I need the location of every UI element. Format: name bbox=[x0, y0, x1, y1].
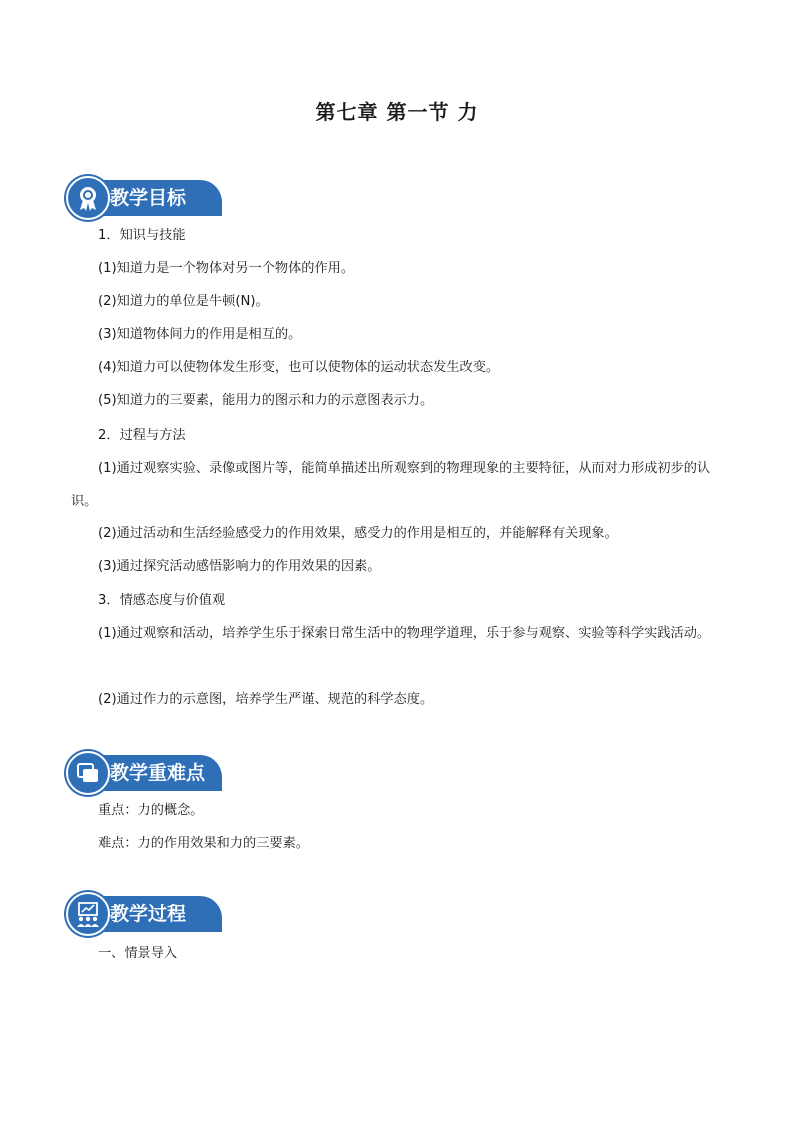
objective-item: (2)通过活动和生活经验感受力的作用效果，感受力的作用是相互的，并能解释有关现象。 bbox=[98, 526, 618, 541]
objective-item: (3)知道物体间力的作用是相互的。 bbox=[98, 327, 302, 342]
award-ribbon-icon bbox=[66, 176, 110, 220]
key-point-focus: 重点：力的概念。 bbox=[98, 803, 204, 818]
stacked-pages-icon bbox=[66, 751, 110, 795]
section-title: 教学目标 bbox=[110, 187, 187, 209]
objective-item: (1)知道力是一个物体对另一个物体的作用。 bbox=[98, 261, 355, 276]
objective-item: (1)通过观察实验、录像或图片等，能简单描述出所观察到的物理现象的主要特征，从而对力形成初步的认识。 bbox=[71, 461, 711, 509]
section-title: 教学重难点 bbox=[110, 762, 206, 784]
objective-item: (2)通过作力的示意图，培养学生严谨、规范的科学态度。 bbox=[98, 692, 434, 707]
objective-item: (2)知道力的单位是牛顿(N)。 bbox=[98, 294, 269, 309]
objective-item: (1)通过观察和活动，培养学生乐于探索日常生活中的物理学道理，乐于参与观察、实验等科学实践活动。 bbox=[98, 626, 711, 641]
objective-item: (4)知道力可以使物体发生形变，也可以使物体的运动状态发生改变。 bbox=[98, 360, 500, 375]
presentation-board-icon bbox=[66, 892, 110, 936]
objective-group-heading: 1．知识与技能 bbox=[98, 228, 186, 243]
objective-group-heading: 3．情感态度与价值观 bbox=[98, 593, 226, 608]
page-title: 第七章 第一节 力 bbox=[315, 100, 479, 124]
objective-group-heading: 2．过程与方法 bbox=[98, 428, 186, 443]
objective-item: (5)知道力的三要素，能用力的图示和力的示意图表示力。 bbox=[98, 393, 434, 408]
section-title: 教学过程 bbox=[110, 903, 187, 925]
key-point-difficulty: 难点：力的作用效果和力的三要素。 bbox=[98, 836, 309, 851]
objective-item: (3)通过探究活动感悟影响力的作用效果的因素。 bbox=[98, 559, 381, 574]
process-step: 一、情景导入 bbox=[98, 946, 178, 961]
